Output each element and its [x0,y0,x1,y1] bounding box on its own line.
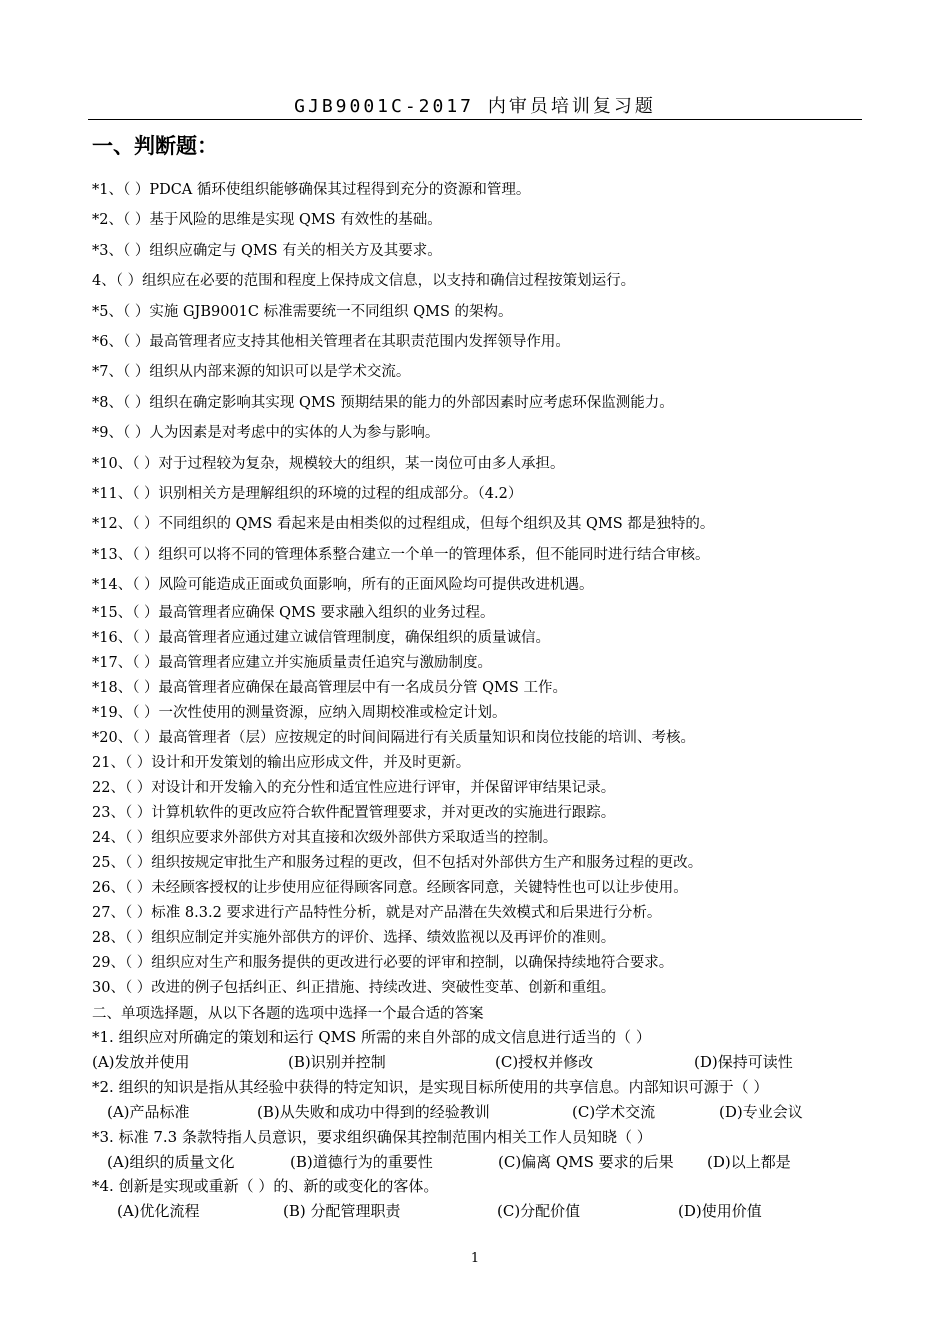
tf-item-11: *11、（ ）识别相关方是理解组织的环境的过程的组成部分。（4.2） [92,486,523,502]
mc-option-d: (D)以上都是 [707,1153,791,1171]
section-heading-multiple-choice: 二、单项选择题，从以下各题的选项中选择一个最合适的答案 [92,1006,484,1022]
tf-item-20: *20、（ ）最高管理者（层）应按规定的时间间隔进行有关质量知识和岗位技能的培训、考核。 [92,730,696,746]
mc-question-text: *4. 创新是实现或重新（ ）的、新的或变化的客体。 [92,1177,439,1195]
mc-option-c: (C)授权并修改 [495,1053,594,1071]
tf-item-16: *16、（ ）最高管理者应通过建立诚信管理制度，确保组织的质量诚信。 [92,630,551,646]
tf-item-23: 23、（ ）计算机软件的更改应符合软件配置管理要求，并对更改的实施进行跟踪。 [92,805,616,821]
mc-option-b: (B)道德行为的重要性 [290,1153,433,1171]
tf-item-14: *14、（ ）风险可能造成正面或负面影响，所有的正面风险均可提供改进机遇。 [92,577,594,593]
tf-item-24: 24、（ ）组织应要求外部供方对其直接和次级外部供方采取适当的控制。 [92,830,558,846]
mc-option-b: (B)从失败和成功中得到的经验教训 [257,1103,490,1121]
document-title: GJB9001C-2017 内审员培训复习题 [294,96,656,117]
page-number: 1 [470,1251,480,1266]
tf-item-17: *17、（ ）最高管理者应建立并实施质量责任追究与激励制度。 [92,655,493,671]
tf-item-29: 29、（ ）组织应对生产和服务提供的更改进行必要的评审和控制，以确保持续地符合要求。 [92,955,674,971]
mc-question-text: *1. 组织应对所确定的策划和运行 QMS 所需的来自外部的成文信息进行适当的（ ） [92,1028,651,1046]
tf-item-21: 21、（ ）设计和开发策划的输出应形成文件，并及时更新。 [92,755,471,771]
mc-option-c: (C)学术交流 [572,1103,656,1121]
tf-item-10: *10、（ ）对于过程较为复杂，规模较大的组织，某一岗位可由多人承担。 [92,456,565,472]
tf-item-13: *13、（ ）组织可以将不同的管理体系整合建立一个单一的管理体系，但不能同时进行结合审核。 [92,547,710,563]
mc-question-text: *3. 标准 7.3 条款特指人员意识，要求组织确保其控制范围内相关工作人员知晓（ ） [92,1128,652,1146]
mc-option-c: (C)分配价值 [497,1202,581,1220]
mc-option-c: (C)偏离 QMS 要求的后果 [498,1153,674,1171]
mc-option-b: (B) 分配管理职责 [283,1202,401,1220]
tf-item-25: 25、（ ）组织按规定审批生产和服务过程的更改，但不包括对外部供方生产和服务过程的更改。 [92,855,703,871]
mc-option-d: (D)保持可读性 [694,1053,793,1071]
tf-item-12: *12、（ ）不同组织的 QMS 看起来是由相类似的过程组成，但每个组织及其 QMS 都是独特的。 [92,516,715,532]
mc-option-a: (A)产品标准 [107,1103,190,1121]
tf-item-19: *19、（ ）一次性使用的测量资源，应纳入周期校准或检定计划。 [92,705,507,721]
tf-item-26: 26、（ ）未经顾客授权的让步使用应征得顾客同意。经顾客同意，关键特性也可以让步使用。 [92,880,688,896]
mc-option-a: (A)优化流程 [117,1202,200,1220]
mc-option-a: (A)组织的质量文化 [107,1153,235,1171]
tf-item-28: 28、（ ）组织应制定并实施外部供方的评价、选择、绩效监视以及再评价的准则。 [92,930,616,946]
tf-item-27: 27、（ ）标准 8.3.2 要求进行产品特性分析，就是对产品潜在失效模式和后果进行分析。 [92,905,662,921]
tf-item-15: *15、（ ）最高管理者应确保 QMS 要求融入组织的业务过程。 [92,605,495,621]
mc-option-d: (D)专业会议 [719,1103,803,1121]
tf-item-18: *18、（ ）最高管理者应确保在最高管理层中有一名成员分管 QMS 工作。 [92,680,567,696]
mc-question-text: *2. 组织的知识是指从其经验中获得的特定知识，是实现目标所使用的共享信息。内部知识可源于（ ） [92,1078,769,1096]
tf-item-2: *2、（ ）基于风险的思维是实现 QMS 有效性的基础。 [92,212,442,228]
mc-option-b: (B)识别并控制 [288,1053,386,1071]
tf-item-6: *6、（ ）最高管理者应支持其他相关管理者在其职责范围内发挥领导作用。 [92,334,570,350]
section-heading-true-false: 一、判断题： [92,134,218,158]
mc-option-d: (D)使用价值 [678,1202,762,1220]
tf-item-9: *9、（ ）人为因素是对考虑中的实体的人为参与影响。 [92,425,440,441]
tf-item-30: 30、（ ）改进的例子包括纠正、纠正措施、持续改进、突破性变革、创新和重组。 [92,980,616,996]
tf-item-3: *3、（ ）组织应确定与 QMS 有关的相关方及其要求。 [92,243,442,259]
mc-option-a: (A)发放并使用 [92,1053,190,1071]
tf-item-22: 22、（ ）对设计和开发输入的充分性和适宜性应进行评审，并保留评审结果记录。 [92,780,616,796]
tf-item-5: *5、（ ）实施 GJB9001C 标准需要统一不同组织 QMS 的架构。 [92,304,513,320]
tf-item-7: *7、（ ）组织从内部来源的知识可以是学术交流。 [92,364,411,380]
header-rule [88,119,862,120]
tf-item-4: 4、（ ）组织应在必要的范围和程度上保持成文信息，以支持和确信过程按策划运行。 [92,273,636,289]
tf-item-1: *1、（ ）PDCA 循环使组织能够确保其过程得到充分的资源和管理。 [92,182,531,198]
tf-item-8: *8、（ ）组织在确定影响其实现 QMS 预期结果的能力的外部因素时应考虑环保监测能力。 [92,395,674,411]
